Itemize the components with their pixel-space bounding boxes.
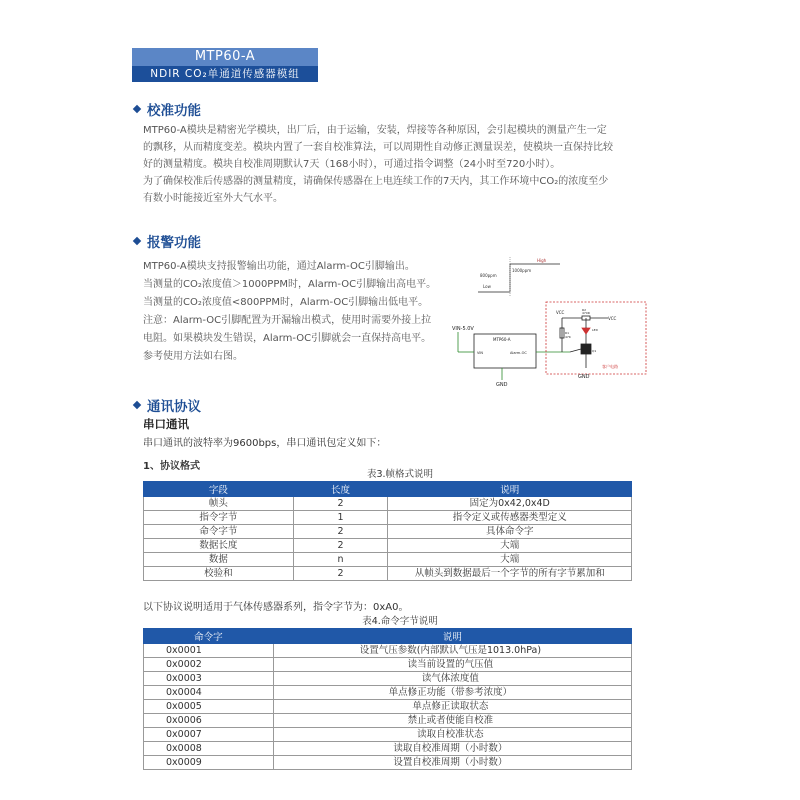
alarm-text: MTP60-A模块支持报警输出功能，通过Alarm-OC引脚输出。 当测量的CO₂浓度值＞1000PPM时，Alarm-OC引脚输出高电平。 当测量的CO₂浓度值<800PPM时，Alarm-OC引脚输出低电平。 注意：Alarm-OC引脚配置为开漏输出模式，使用时需要外接上拉 电阻。如果模块发生错误，Alarm-OC引脚就会一直保持高电平。 参考使用方法如右图。 (143, 261, 437, 362)
table-row: 0x0005 单点修正读取状态 (144, 700, 632, 714)
label-high: High (537, 258, 547, 263)
serial-desc: 串口通讯的波特率为9600bps，串口通讯包定义如下： (143, 438, 387, 449)
label-1000ppm: 1000ppm (512, 268, 532, 273)
table4-caption: 表4.命令字节说明 (362, 616, 438, 627)
table-row: 0x0007 读取自校准状态 (144, 728, 632, 742)
label-led: LED (592, 328, 598, 332)
label-module: MTP60-A (493, 337, 511, 342)
label-800ppm: 800ppm (480, 273, 497, 278)
module-block (458, 332, 570, 380)
label-pin-alarm: Alarm-OC (510, 351, 527, 355)
label-vcc-1: VCC (556, 310, 565, 315)
alarm-circuit-diagram (450, 252, 650, 392)
table-row: 0x0002 读当前设置的气压值 (144, 658, 632, 672)
label-vin: VIN-5.0V (452, 326, 474, 332)
table-row: 指令字节 1 指令定义或传感器类型定义 (144, 511, 632, 525)
table3-caption: 表3.帧格式说明 (366, 469, 434, 480)
label-r2: R2 (582, 308, 586, 312)
label-q1: Q1 (592, 349, 597, 353)
calibration-text: MTP60-A模块是精密光学模块，出厂后，由于运输，安装，焊接等各种原因，会引起模块的测量产生一定 的飘移，从而精度变差。模块内置了一套自校准算法，可以周期性自动修正测量误差，使模块一直保持比较 好的测量精度。模块自校准周期默认7天（168小时），可通过指令调整（24小时至720小时）。 为了确保校准后传感器的测量精度，请确保传感器在上电连续工作的7天内，其工作环境中CO₂的浓度至少 有数小时能接近室外大气水平。 (143, 125, 613, 204)
diamond-bullet-icon (133, 401, 141, 409)
table-row: 数据长度 2 大端 (144, 539, 632, 553)
table-row: 0x0006 禁止或者使能自校准 (144, 714, 632, 728)
table-row: 0x0009 设置自校准周期（小时数） (144, 756, 632, 770)
table-row: 数据 n 大端 (144, 553, 632, 567)
label-vcc-2: VCC (608, 316, 617, 321)
diamond-bullet-icon (133, 237, 141, 245)
table4-header: 说明 (273, 629, 631, 644)
table-row: 0x0004 单点修正功能（带参考浓度） (144, 686, 632, 700)
product-subtitle: NDIR CO₂单通道传感器模组 (132, 66, 318, 82)
table-row: 0x0001 设置气压参数(内部默认气压是1013.0hPa) (144, 644, 632, 658)
header-box (132, 48, 318, 82)
serial-subtitle: 串口通讯 (143, 417, 189, 431)
table-row: 0x0003 读气体浓度值 (144, 672, 632, 686)
table3-header: 字段 (144, 482, 294, 497)
label-r1-value: 47K (565, 335, 571, 339)
table-row: 命令字节 2 具体命令字 (144, 525, 632, 539)
label-low: Low (483, 284, 491, 289)
label-customer-circuit: 客户电路 (602, 364, 618, 369)
table-row: 校验和 2 从帧头到数据最后一个字节的所有字节累加和 (144, 567, 632, 581)
label-r2-value: 470R (582, 311, 590, 315)
table3-header: 长度 (293, 482, 388, 497)
customer-circuit (560, 316, 608, 368)
command-table (143, 628, 632, 770)
table4-header: 命令字 (144, 629, 274, 644)
table3-header: 说明 (388, 482, 632, 497)
product-title: MTP60-A (132, 48, 318, 66)
label-gnd-1: GND (496, 382, 508, 388)
label-pin-vin: VIN (477, 351, 484, 355)
command-note: 以下协议说明适用于气体传感器系列，指令字节为：0xA0。 (143, 602, 409, 613)
label-r1: R1 (565, 331, 569, 335)
diamond-bullet-icon (133, 105, 141, 113)
format-title: 1、协议格式 (143, 461, 200, 472)
comm-section-title: 通讯协议 (134, 395, 201, 415)
table-row: 帧头 2 固定为0x42,0x4D (144, 497, 632, 511)
label-gnd-2: GND (578, 374, 590, 380)
calibration-section-title: 校准功能 (134, 99, 201, 119)
frame-format-table (143, 481, 632, 581)
alarm-section-title: 报警功能 (134, 231, 201, 251)
table-row: 0x0008 读取自校准周期（小时数） (144, 742, 632, 756)
